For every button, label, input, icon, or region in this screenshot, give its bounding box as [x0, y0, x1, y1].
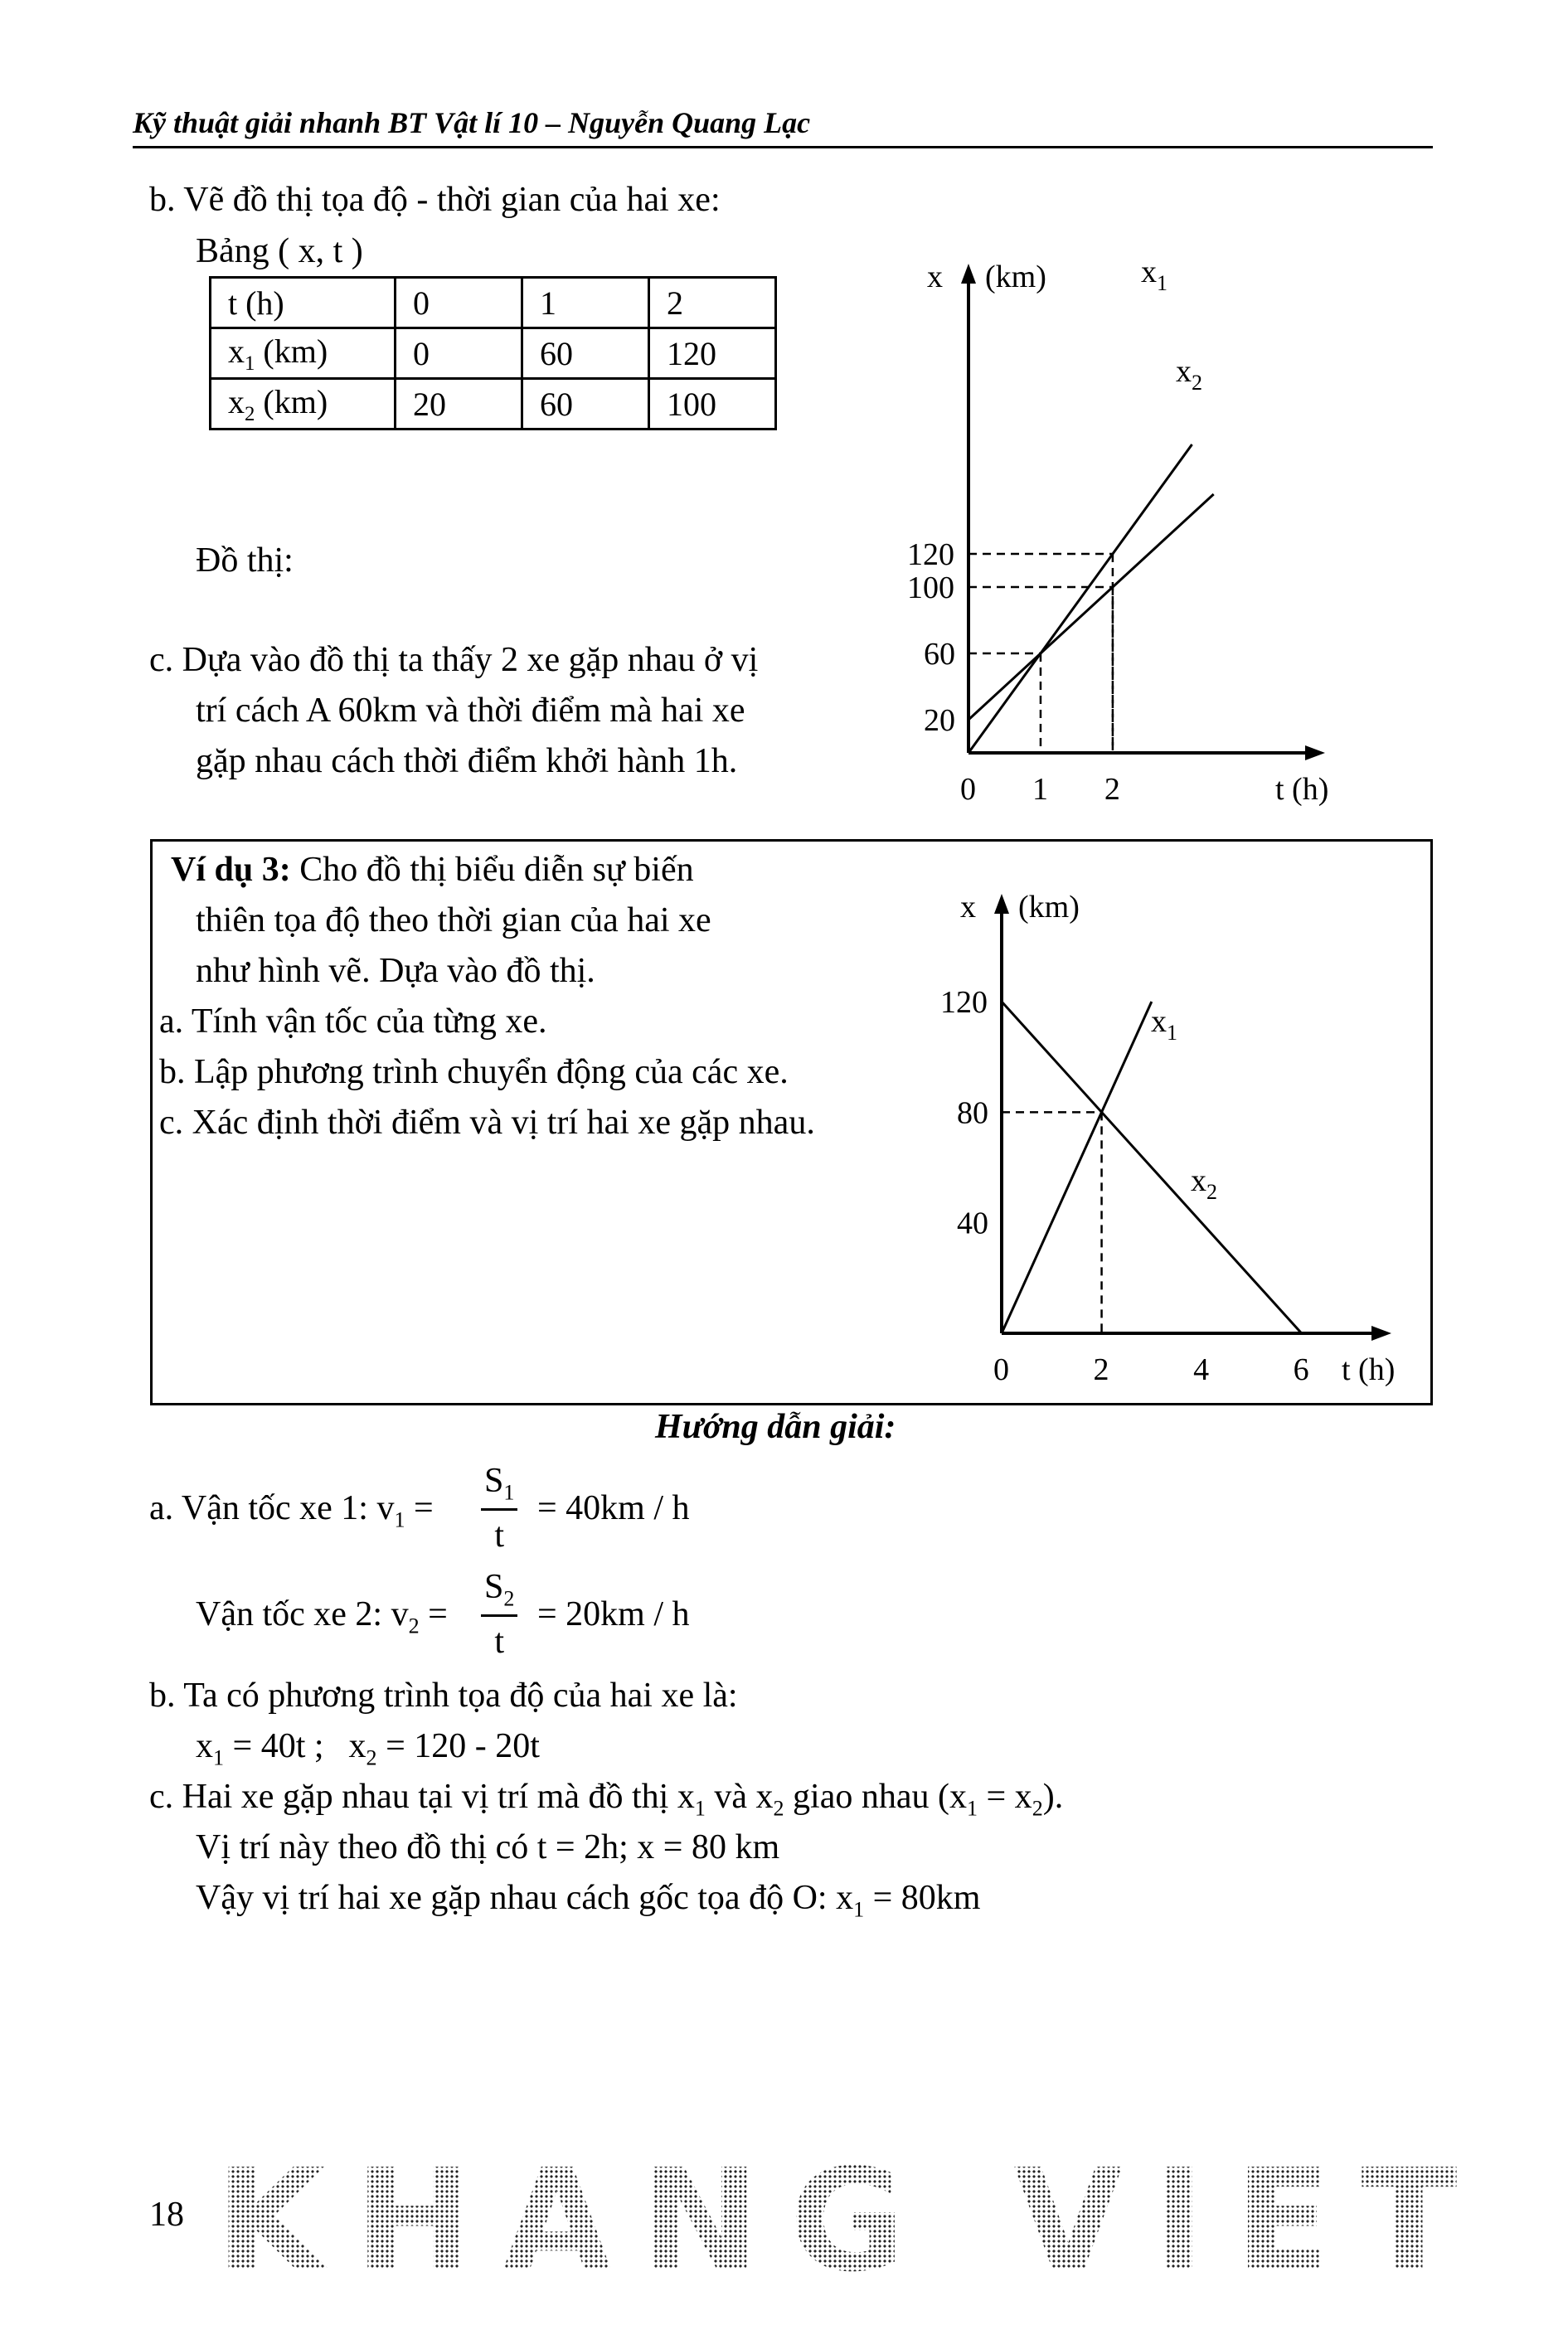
solution-a-sub: 1 [394, 1507, 405, 1532]
solution-a2-sub: 2 [408, 1614, 420, 1638]
x-tick-label: 2 [1104, 772, 1120, 807]
x2-unit: (km) [255, 382, 328, 420]
eq-x2-symbol: x [348, 1727, 367, 1765]
solution-c-line3 [196, 1881, 980, 1920]
y-tick-label: 120 [940, 985, 988, 1020]
table-cell: 60 [522, 328, 649, 379]
fraction-v1-numerator [481, 1461, 517, 1511]
x2-symbol: x [228, 382, 245, 420]
fraction-v1 [481, 1461, 517, 1555]
fraction-v1-s: S [484, 1462, 504, 1500]
series-line-x2 [1002, 1002, 1302, 1333]
table-row [211, 278, 776, 328]
chart-1 [879, 182, 1360, 813]
y-tick-label: 120 [907, 537, 954, 572]
solution-heading: Hướng dẫn giải: [655, 1408, 896, 1446]
c-text-5: ). [1042, 1778, 1064, 1816]
page-header-title: Kỹ thuật giải nhanh BT Vật lí 10 – Nguyễn Quang Lạc [133, 106, 811, 139]
fraction-v2 [481, 1567, 517, 1662]
fraction-v2-denominator: t [494, 1623, 505, 1662]
example-3-intro: Cho đồ thị biểu diễn sự biến [290, 851, 694, 889]
y-axis-unit: (km) [1018, 890, 1080, 925]
eq-x1-sub: 1 [213, 1745, 225, 1770]
series-label-x1: $x_1$ [1151, 1004, 1177, 1045]
part-c-line3: gặp nhau cách thời điểm khởi hành 1h. [196, 742, 738, 780]
solution-b-line1: b. Ta có phương trình tọa độ của hai xe là: [149, 1677, 738, 1715]
x-axis-arrow [1305, 745, 1325, 760]
solution-a2-label: Vận tốc xe 2: v [196, 1595, 409, 1633]
part-c-line2: trí cách A 60km và thời điểm mà hai xe [196, 692, 745, 730]
x-tick-label: 6 [1293, 1352, 1309, 1387]
solution-c-line2: Vị trí này theo đồ thị có t = 2h; x = 80 km [196, 1828, 780, 1866]
header-rule [133, 146, 1433, 148]
c-text-2: và x [705, 1778, 774, 1816]
c-sub-1: 1 [694, 1796, 706, 1821]
table-cell: 100 [649, 379, 776, 430]
page-number: 18 [149, 2196, 184, 2234]
x-axis-label: t (h) [1342, 1352, 1396, 1387]
y-axis-arrow [961, 264, 976, 284]
series-label-x2: $x_2$ [1176, 354, 1202, 395]
part-b-line1: b. Vẽ đồ thị tọa độ - thời gian của hai xe: [149, 181, 721, 219]
fraction-v2-s: S [484, 1568, 504, 1606]
table-cell: 20 [396, 379, 522, 430]
xt-table [209, 276, 777, 430]
solution-a-result: = 40km / h [537, 1489, 690, 1527]
example-3-question-c: c. Xác định thời điểm và vị trí hai xe gặp nhau. [159, 1104, 815, 1142]
solution-a2-line [196, 1597, 448, 1637]
x-axis-label: t (h) [1275, 772, 1329, 807]
y-tick-label: 60 [924, 637, 955, 672]
solution-a2-result: = 20km / h [537, 1595, 690, 1633]
y-axis-arrow [994, 894, 1009, 914]
solution-c-line1 [149, 1779, 1063, 1819]
table-cell: 1 [522, 278, 649, 328]
graph-label: Đồ thị: [196, 541, 294, 580]
solution-b-equations [196, 1729, 540, 1769]
c-sub-3: 1 [966, 1796, 978, 1821]
example-3-line3: như hình vẽ. Dựa vào đồ thị. [196, 952, 595, 990]
x-tick-label: 4 [1193, 1352, 1210, 1387]
c3-sub: 1 [853, 1897, 865, 1922]
c-text-4: = x [978, 1778, 1032, 1816]
table-cell: 0 [396, 328, 522, 379]
x1-unit: (km) [255, 332, 328, 370]
eq-x1-symbol: x [196, 1727, 213, 1765]
table-cell-label [211, 379, 396, 430]
c-text-1: c. Hai xe gặp nhau tại vị trí mà đồ thị x [149, 1778, 695, 1816]
x-axis-arrow [1371, 1326, 1391, 1341]
series-label-x1: $x_1$ [1141, 255, 1168, 295]
example-3-line2: thiên tọa độ theo thời gian của hai xe [196, 901, 711, 939]
x1-symbol: x [228, 332, 245, 370]
fraction-v1-denominator: t [494, 1517, 505, 1555]
eq-x1: = 40t ; [224, 1727, 324, 1765]
y-tick-label: 20 [924, 703, 955, 738]
solution-a-label: a. Vận tốc xe 1: v [149, 1489, 395, 1527]
fraction-v1-s-sub: 1 [503, 1480, 515, 1505]
x-tick-label: 0 [993, 1352, 1009, 1387]
eq-x2: = 120 - 20t [376, 1727, 540, 1765]
y-axis-unit: (km) [985, 260, 1046, 294]
x-tick-label: 2 [1093, 1352, 1109, 1387]
y-axis-label: x [927, 260, 943, 294]
fraction-v2-s-sub: 2 [503, 1586, 515, 1611]
x1-subscript: 1 [245, 352, 255, 375]
c-text-3: giao nhau (x [784, 1778, 967, 1816]
y-axis-label: x [960, 890, 976, 925]
table-cell-label [211, 328, 396, 379]
fraction-v2-numerator [481, 1567, 517, 1617]
c3-text-2: = 80km [864, 1879, 981, 1917]
solution-a-eq: = [405, 1489, 434, 1527]
table-cell: 60 [522, 379, 649, 430]
c-sub-2: 2 [773, 1796, 784, 1821]
x-tick-label: 0 [960, 772, 976, 807]
example-3-question-b: b. Lập phương trình chuyển động của các xe. [159, 1053, 789, 1091]
part-c-line1: c. Dựa vào đồ thị ta thấy 2 xe gặp nhau ở vị [149, 641, 759, 679]
table-cell: t (h) [211, 278, 396, 328]
example-3-line1 [171, 852, 694, 887]
chart-2 [912, 854, 1426, 1393]
c3-text-1: Vậy vị trí hai xe gặp nhau cách gốc tọa độ O: x [196, 1879, 854, 1917]
brand-logo: KHANG VIET [216, 2139, 1488, 2303]
c-sub-4: 2 [1032, 1796, 1043, 1821]
example-3-title: Ví dụ 3: [171, 851, 291, 889]
table-row [211, 328, 776, 379]
series-label-x2: $x_2$ [1191, 1163, 1217, 1204]
y-tick-label: 40 [957, 1206, 988, 1241]
x2-subscript: 2 [245, 402, 255, 425]
table-cell: 120 [649, 328, 776, 379]
solution-a-line [149, 1491, 434, 1531]
example-3-question-a: a. Tính vận tốc của từng xe. [159, 1002, 547, 1041]
solution-a2-eq: = [419, 1595, 448, 1633]
series-line-x1 [968, 444, 1192, 753]
x-tick-label: 1 [1032, 772, 1048, 807]
eq-x2-sub: 2 [366, 1745, 377, 1770]
series-line-x1 [1002, 1002, 1152, 1333]
table-caption: Bảng ( x, t ) [196, 232, 363, 270]
table-cell: 0 [396, 278, 522, 328]
series-line-x2 [968, 494, 1214, 720]
table-row [211, 379, 776, 430]
y-tick-label: 80 [957, 1095, 988, 1131]
table-cell: 2 [649, 278, 776, 328]
y-tick-label: 100 [907, 570, 954, 605]
